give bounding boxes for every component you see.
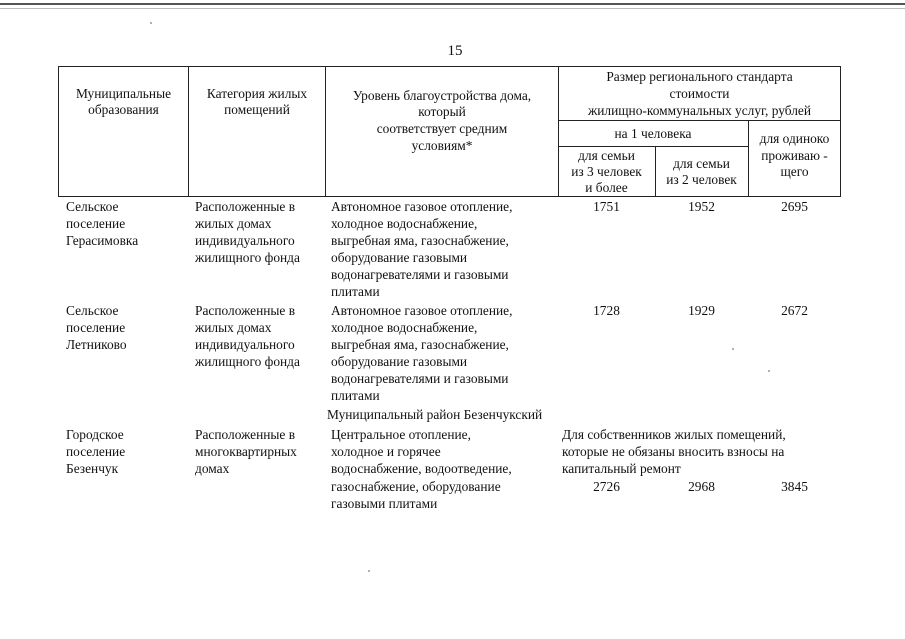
- cell-line: многоквартирных: [195, 444, 297, 459]
- header-single-line: щего: [780, 164, 809, 179]
- page-number: 15: [447, 43, 463, 59]
- header-level-line: который: [418, 104, 466, 119]
- scan-edge-line: [0, 3, 905, 5]
- header-family3-line: и более: [585, 180, 628, 195]
- cell-line: поселение: [66, 216, 126, 231]
- cell-line: плитами: [331, 388, 380, 403]
- cell-line: выгребная яма, газоснабжение,: [331, 233, 509, 248]
- cell-line: которые не обязаны вносить взносы на: [562, 444, 785, 459]
- header-group-line: стоимости: [669, 86, 730, 101]
- value-single: 2672: [781, 303, 808, 318]
- value-family2: 2968: [688, 479, 715, 494]
- header-top-border: [58, 66, 841, 67]
- header-single-line: для одиноко: [759, 131, 830, 146]
- header-level-line: условиям*: [411, 138, 473, 153]
- scan-speck: [732, 348, 734, 350]
- header-single-line: проживаю -: [761, 148, 828, 163]
- scan-speck: [768, 370, 770, 372]
- header-municipality-line: образования: [88, 102, 159, 117]
- header-family2-line: из 2 человек: [666, 172, 737, 187]
- header-bottom-border: [58, 196, 841, 197]
- cell-line: водонагревателями и газовыми: [331, 267, 509, 282]
- header-per-person: на 1 человека: [614, 126, 692, 141]
- header-category-line: помещений: [224, 102, 290, 117]
- cell-line: поселение: [66, 320, 126, 335]
- cell-line: Для собственников жилых помещений,: [562, 427, 786, 442]
- cell-line: Летниково: [66, 337, 127, 352]
- cell-line: Безенчук: [66, 461, 119, 476]
- scan-speck: [368, 570, 370, 572]
- value-family3: 2726: [593, 479, 620, 494]
- cell-line: поселение: [66, 444, 126, 459]
- cell-line: Центральное отопление,: [331, 427, 471, 442]
- header-family3-line: для семьи: [578, 148, 635, 163]
- cell-line: Городское: [66, 427, 124, 442]
- header-municipality-line: Муниципальные: [75, 86, 172, 101]
- cell-line: оборудование газовыми: [331, 354, 468, 369]
- cell-line: индивидуального: [195, 337, 295, 352]
- cell-line: холодное водоснабжение,: [331, 216, 478, 231]
- value-single: 3845: [781, 479, 808, 494]
- header-group-line: Размер регионального стандарта: [606, 69, 793, 84]
- header-group-divider: [558, 120, 841, 121]
- scan-speck: [150, 22, 152, 24]
- cell-line: жилищного фонда: [195, 250, 300, 265]
- district-heading: Муниципальный район Безенчукский: [327, 407, 543, 422]
- cell-line: жилищного фонда: [195, 354, 300, 369]
- cell-line: индивидуального: [195, 233, 295, 248]
- cell-line: газовыми плитами: [331, 496, 438, 511]
- header-family3-line: из 3 человек: [571, 164, 642, 179]
- cell-line: холодное и горячее: [331, 444, 441, 459]
- value-family3: 1751: [593, 199, 620, 214]
- cell-line: Расположенные в: [195, 303, 296, 318]
- cell-line: капитальный ремонт: [562, 461, 681, 476]
- cell-line: выгребная яма, газоснабжение,: [331, 337, 509, 352]
- header-family2-line: для семьи: [673, 156, 730, 171]
- header-level-line: соответствует средним: [376, 121, 508, 136]
- value-single: 2695: [781, 199, 808, 214]
- cell-line: Герасимовка: [66, 233, 139, 248]
- cell-line: Расположенные в: [195, 199, 296, 214]
- cell-line: Сельское: [66, 199, 119, 214]
- header-per-person-divider: [558, 146, 748, 147]
- value-family2: 1952: [688, 199, 715, 214]
- header-category-line: Категория жилых: [206, 86, 308, 101]
- value-family2: 1929: [688, 303, 715, 318]
- header-group-line: жилищно-коммунальных услуг, рублей: [587, 103, 812, 118]
- cell-line: плитами: [331, 284, 380, 299]
- cell-line: Сельское: [66, 303, 119, 318]
- cell-line: водонагревателями и газовыми: [331, 371, 509, 386]
- cell-line: газоснабжение, оборудование: [331, 479, 501, 494]
- cell-line: оборудование газовыми: [331, 250, 468, 265]
- cell-line: холодное водоснабжение,: [331, 320, 478, 335]
- value-family3: 1728: [593, 303, 620, 318]
- cell-line: домах: [195, 461, 230, 476]
- cell-line: жилых домах: [195, 216, 272, 231]
- cell-line: Автономное газовое отопление,: [331, 199, 513, 214]
- cell-line: водоснабжение, водоотведение,: [331, 461, 512, 476]
- header-level-line: Уровень благоустройства дома,: [352, 88, 532, 103]
- cell-line: Автономное газовое отопление,: [331, 303, 513, 318]
- cell-line: жилых домах: [195, 320, 272, 335]
- cell-line: Расположенные в: [195, 427, 296, 442]
- scan-edge-line-faint: [0, 8, 905, 9]
